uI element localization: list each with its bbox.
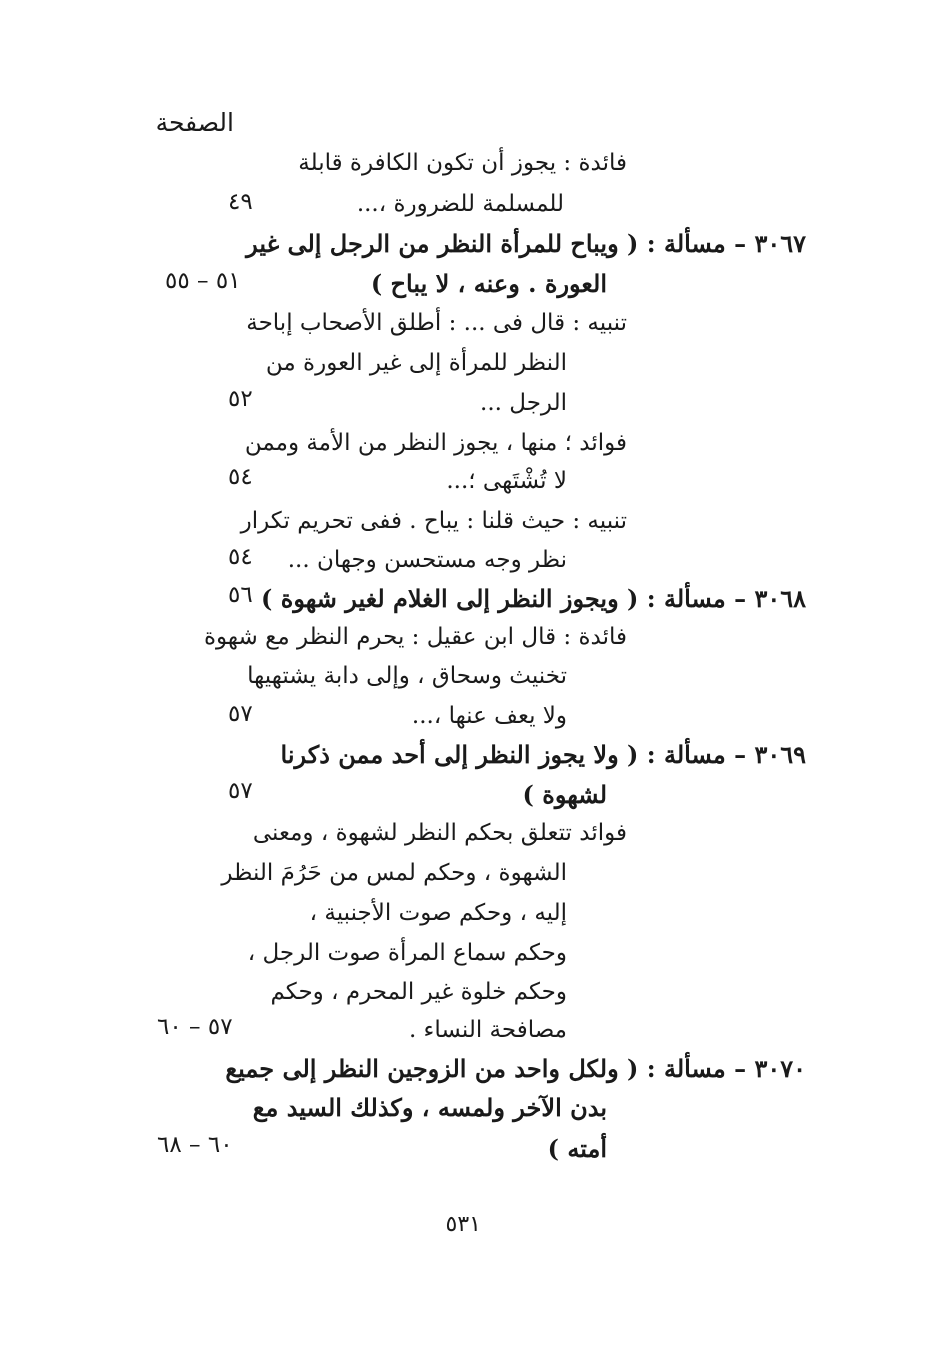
entry-line: فوائد تتعلق بحكم النظر لشهوة ، ومعنى (252, 820, 627, 846)
mas-ala-heading: لشهوة ) (522, 780, 607, 809)
entry-line: تنبيه : حيث قلنا : يباح . ففى تحريم تكرار (240, 508, 627, 534)
entry-line: فائدة : قال ابن عقيل : يحرم النظر مع شهوة (204, 624, 627, 650)
mas-ala-heading: أمته ) (547, 1134, 607, 1163)
page-reference: ٥٧ (228, 701, 253, 727)
page-reference: ٥٤ (228, 464, 253, 490)
page-reference: ٥٤ (228, 544, 253, 570)
entry-line: وحكم خلوة غير المحرم ، وحكم (270, 979, 567, 1005)
mas-ala-heading: ٣٠٦٨ – مسألة : ( ويجوز النظر إلى الغلام لغير شهوة ) (261, 584, 806, 613)
entry-line: وحكم سماع المرأة صوت الرجل ، (247, 940, 567, 966)
page-reference: ٥٢ (228, 386, 253, 412)
entry-line: فوائد ؛ منها ، يجوز النظر من الأمة وممن (244, 430, 627, 456)
page-column-header: الصفحة (155, 108, 234, 137)
page-reference: ٦٠ – ٦٨ (157, 1132, 233, 1158)
entry-line: لا تُشْتَهى ؛... (446, 468, 567, 494)
entry-line: النظر للمرأة إلى غير العورة من (265, 350, 567, 376)
mas-ala-heading: ٣٠٦٧ – مسألة : ( ويباح للمرأة النظر من الرجل إلى غير (246, 229, 806, 258)
page-reference: ٥٦ (228, 582, 253, 608)
entry-line: للمسلمة للضرورة ،... (356, 191, 564, 217)
mas-ala-heading: ٣٠٦٩ – مسألة : ( ولا يجوز النظر إلى أحد ممن ذكرنا (280, 740, 806, 769)
entry-line: مصافحة النساء . (408, 1017, 567, 1043)
entry-line: الشهوة ، وحكم لمس من حَرُمَ النظر (221, 860, 567, 886)
page-reference: ٤٩ (228, 189, 253, 215)
page-reference: ٥٧ – ٦٠ (157, 1014, 233, 1040)
entry-line: نظر وجه مستحسن وجهان ... (287, 547, 567, 573)
entry-line: تخنيث وسحاق ، وإلى دابة يشتهيها (247, 663, 567, 689)
entry-line: فائدة : يجوز أن تكون الكافرة قابلة (298, 150, 627, 176)
page-reference: ٥٧ (228, 778, 253, 804)
page-reference: ٥١ – ٥٥ (165, 268, 241, 294)
entry-line: تنبيه : قال فى ... : أطلق الأصحاب إباحة (246, 310, 627, 336)
page-number: ٥٣١ (445, 1212, 481, 1237)
mas-ala-heading: ٣٠٧٠ – مسألة : ( ولكل واحد من الزوجين النظر إلى جميع (225, 1054, 806, 1083)
entry-line: إليه ، وحكم صوت الأجنبية ، (309, 900, 567, 926)
entry-line: الرجل ... (480, 390, 567, 416)
entry-line: ولا يعف عنها ،... (411, 703, 567, 729)
mas-ala-heading: العورة . وعنه ، لا يباح ) (370, 269, 607, 298)
mas-ala-heading: بدن الآخر ولمسه ، وكذلك السيد مع (252, 1093, 607, 1122)
